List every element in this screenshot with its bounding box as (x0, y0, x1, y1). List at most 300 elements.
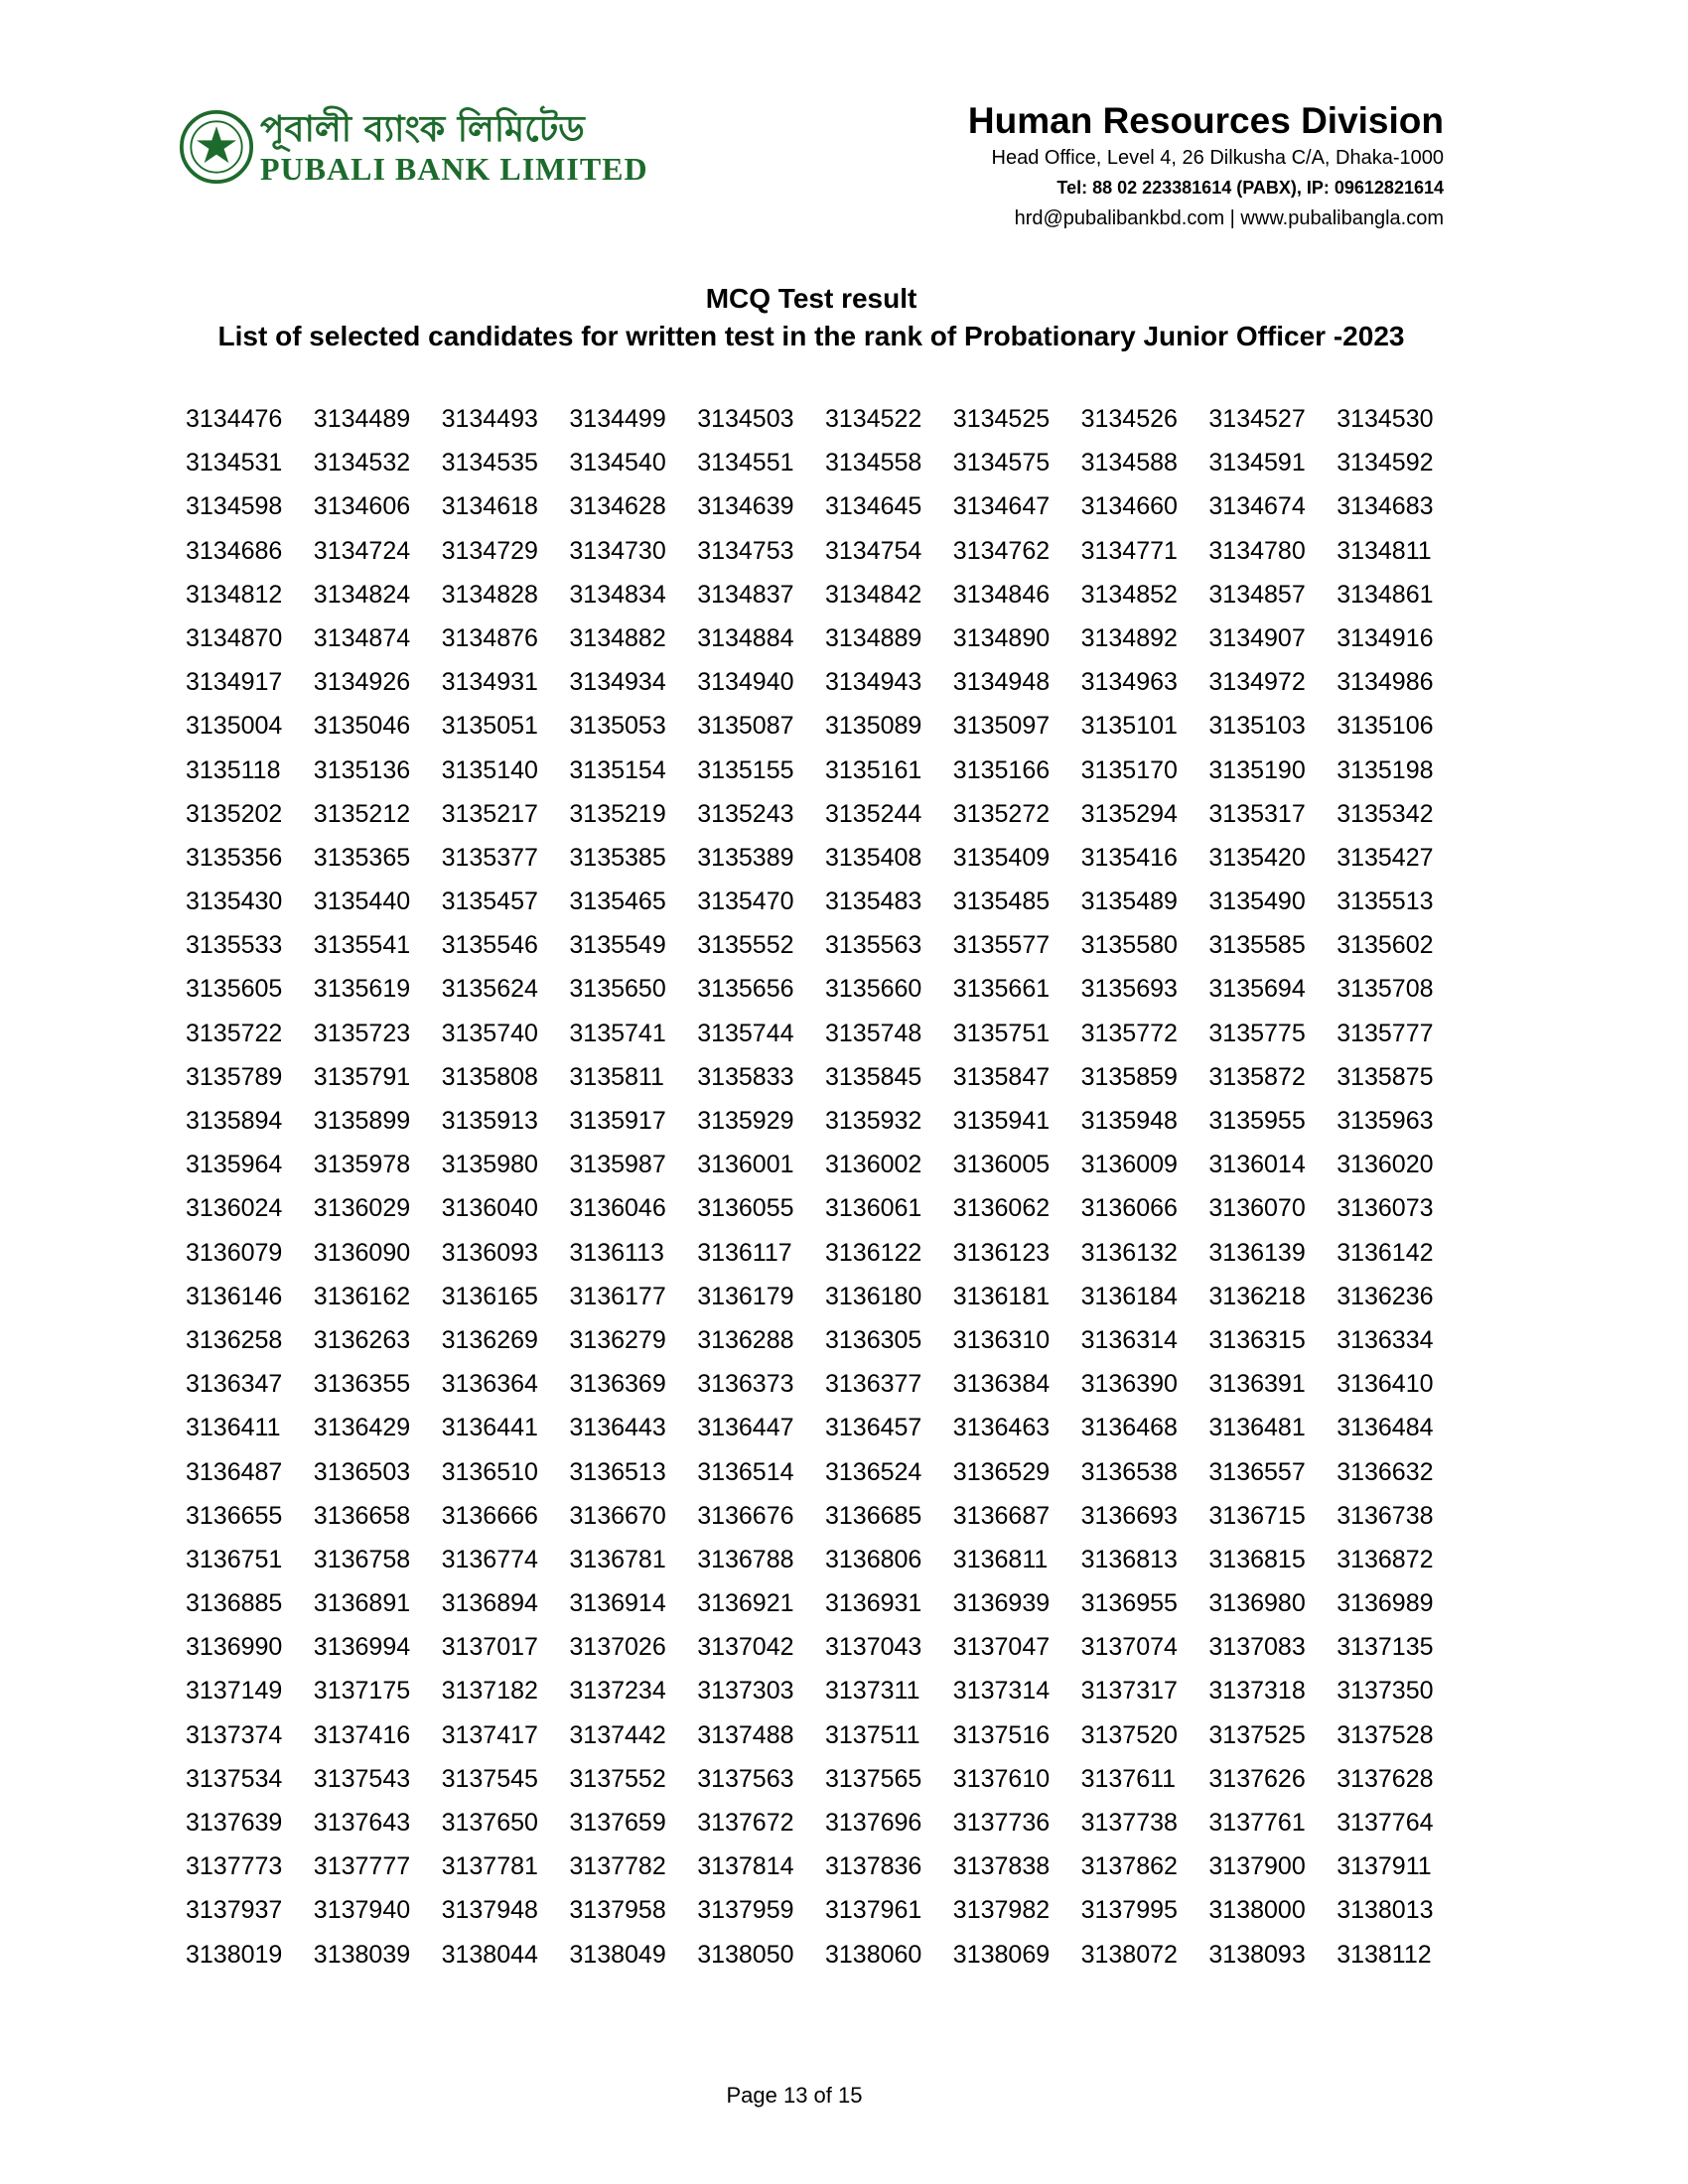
roll-number-cell: 3135155 (697, 755, 794, 784)
roll-number-cell: 3134753 (697, 536, 794, 565)
roll-number-cell: 3138060 (825, 1940, 922, 1969)
roll-number-cell: 3137417 (441, 1720, 538, 1749)
roll-number-cell: 3137911 (1336, 1852, 1432, 1881)
roll-number-cell: 3135365 (313, 843, 411, 872)
roll-number-cell: 3136788 (697, 1545, 794, 1573)
roll-number-cell: 3137777 (313, 1852, 411, 1881)
roll-number-cell: 3136314 (1080, 1325, 1178, 1354)
roll-number-cell: 3135740 (441, 1019, 538, 1047)
roll-number-cell: 3136955 (1080, 1589, 1178, 1618)
roll-number-cell: 3137782 (569, 1852, 666, 1881)
roll-number-cell: 3137311 (825, 1677, 920, 1706)
roll-number-cell: 3138019 (186, 1940, 283, 1969)
roll-number-cell: 3134948 (952, 668, 1051, 697)
roll-number-cell: 3137525 (1208, 1720, 1306, 1749)
roll-number-cell: 3135751 (952, 1019, 1051, 1047)
roll-number-cell: 3135465 (569, 887, 666, 916)
roll-number-cell: 3136079 (186, 1238, 283, 1267)
roll-number-cell: 3135294 (1080, 799, 1178, 828)
roll-number-cell: 3135748 (825, 1019, 922, 1047)
roll-number-cell: 3137838 (952, 1852, 1051, 1881)
roll-number-cell: 3134639 (697, 492, 794, 521)
telephone-line: Tel: 88 02 223381614 (PABX), IP: 09612821614 (1056, 178, 1444, 198)
roll-number-cell: 3136774 (441, 1545, 538, 1573)
roll-number-cell: 3135660 (825, 975, 922, 1004)
roll-number-cell: 3137516 (952, 1720, 1051, 1749)
roll-number-cell: 3134503 (697, 405, 794, 433)
roll-number-cell: 3135894 (186, 1107, 283, 1135)
roll-number-cell: 3135577 (952, 931, 1051, 960)
roll-number-cell: 3135899 (313, 1107, 411, 1135)
roll-number-cell: 3135513 (1336, 887, 1434, 916)
roll-number-cell: 3135772 (1080, 1019, 1178, 1047)
roll-number-cell: 3134476 (186, 405, 283, 433)
roll-number-cell: 3135789 (186, 1062, 283, 1091)
roll-number-cell: 3137303 (697, 1677, 794, 1706)
roll-number-cell: 3135097 (952, 712, 1051, 741)
roll-number-cell: 3134674 (1208, 492, 1306, 521)
roll-number-cell: 3136005 (952, 1151, 1051, 1179)
roll-number-cell: 3137442 (569, 1720, 666, 1749)
roll-number-cell: 3135948 (1080, 1107, 1178, 1135)
roll-number-cell: 3136457 (825, 1414, 922, 1442)
roll-number-cell: 3134754 (825, 536, 922, 565)
roll-number-cell: 3136334 (1336, 1325, 1434, 1354)
roll-number-cell: 3134532 (313, 449, 411, 478)
roll-number-cell: 3134588 (1080, 449, 1178, 478)
roll-number-cell: 3135563 (825, 931, 922, 960)
roll-number-cell: 3134591 (1208, 449, 1306, 478)
roll-number-cell: 3135929 (697, 1107, 794, 1135)
roll-number-cell: 3136655 (186, 1501, 283, 1530)
roll-number-cell: 3136165 (441, 1282, 538, 1310)
roll-number-cell: 3134842 (825, 580, 922, 609)
pubali-bank-seal-icon (179, 109, 254, 185)
roll-number-cell: 3137672 (697, 1809, 794, 1837)
roll-number-cell: 3136236 (1336, 1282, 1434, 1310)
roll-number-cell: 3135420 (1208, 843, 1306, 872)
roll-number-cell: 3136146 (186, 1282, 283, 1310)
roll-number-cell: 3137043 (825, 1633, 922, 1662)
roll-number-cell: 3134926 (313, 668, 411, 697)
roll-number-cell: 3135170 (1080, 755, 1178, 784)
roll-number-cell: 3135140 (441, 755, 538, 784)
roll-number-cell: 3137317 (1080, 1677, 1178, 1706)
roll-number-cell: 3137520 (1080, 1720, 1178, 1749)
roll-number-cell: 3135430 (186, 887, 283, 916)
roll-number-cell: 3136811 (952, 1545, 1049, 1573)
roll-number-cell: 3137738 (1080, 1809, 1178, 1837)
roll-number-cell: 3136687 (952, 1501, 1051, 1530)
roll-number-cell: 3135416 (1080, 843, 1178, 872)
roll-number-cell: 3136885 (186, 1589, 283, 1618)
roll-number-cell: 3134527 (1208, 405, 1306, 433)
roll-number-cell: 3138039 (313, 1940, 411, 1969)
roll-number-cell: 3136142 (1336, 1238, 1434, 1267)
roll-number-cell: 3135661 (952, 975, 1051, 1004)
roll-number-cell: 3137318 (1208, 1677, 1306, 1706)
roll-number-cell: 3134730 (569, 536, 666, 565)
roll-number-cell: 3134892 (1080, 623, 1178, 652)
roll-number-cell: 3136666 (441, 1501, 538, 1530)
roll-number-cell: 3136113 (569, 1238, 664, 1267)
roll-number-cell: 3136676 (697, 1501, 794, 1530)
roll-number-cell: 3136347 (186, 1370, 283, 1399)
roll-number-cell: 3137017 (441, 1633, 538, 1662)
roll-number-cell: 3137937 (186, 1896, 283, 1925)
roll-number-cell: 3134526 (1080, 405, 1178, 433)
roll-number-cell: 3137659 (569, 1809, 666, 1837)
roll-number-cell: 3136481 (1208, 1414, 1306, 1442)
roll-number-cell: 3134876 (441, 623, 538, 652)
roll-number-cell: 3136715 (1208, 1501, 1306, 1530)
roll-number-cell: 3135118 (186, 755, 281, 784)
roll-number-cell: 3134780 (1208, 536, 1306, 565)
roll-number-cell: 3136373 (697, 1370, 794, 1399)
roll-number-cell: 3136441 (441, 1414, 538, 1442)
roll-number-cell: 3135777 (1336, 1019, 1434, 1047)
roll-number-cell: 3135483 (825, 887, 922, 916)
roll-number-cell: 3134645 (825, 492, 922, 521)
roll-number-cell: 3135106 (1336, 712, 1434, 741)
roll-number-cell: 3137626 (1208, 1764, 1306, 1793)
roll-number-cell: 3135955 (1208, 1107, 1306, 1135)
roll-number-cell: 3134575 (952, 449, 1051, 478)
roll-number-cell: 3135356 (186, 843, 283, 872)
roll-number-cell: 3136738 (1336, 1501, 1434, 1530)
roll-number-cell: 3138044 (441, 1940, 538, 1969)
roll-number-cell: 3135541 (313, 931, 411, 960)
roll-number-cell: 3134934 (569, 668, 666, 697)
roll-number-cell: 3135693 (1080, 975, 1178, 1004)
roll-number-cell: 3136181 (952, 1282, 1051, 1310)
roll-number-cell: 3137374 (186, 1720, 283, 1749)
roll-number-cell: 3137982 (952, 1896, 1051, 1925)
roll-number-cell: 3134837 (697, 580, 794, 609)
roll-number-cell: 3135533 (186, 931, 283, 960)
roll-number-cell: 3136002 (825, 1151, 922, 1179)
roll-number-cell: 3134683 (1336, 492, 1434, 521)
roll-number-cell: 3135847 (952, 1062, 1051, 1091)
roll-number-cell: 3137696 (825, 1809, 922, 1837)
roll-number-cell: 3136066 (1080, 1194, 1178, 1223)
roll-number-cell: 3135051 (441, 712, 538, 741)
roll-number-cell: 3135212 (313, 799, 411, 828)
roll-number-cell: 3136524 (825, 1457, 922, 1486)
roll-number-cell: 3134874 (313, 623, 411, 652)
roll-number-cell: 3138013 (1336, 1896, 1434, 1925)
roll-number-cell: 3136288 (697, 1325, 794, 1354)
roll-number-cell: 3137528 (1336, 1720, 1434, 1749)
roll-number-cell: 3137552 (569, 1764, 666, 1793)
roll-number-cell: 3136384 (952, 1370, 1051, 1399)
roll-number-cell: 3137836 (825, 1852, 922, 1881)
roll-number-cell: 3138050 (697, 1940, 794, 1969)
roll-number-cell: 3134986 (1336, 668, 1434, 697)
roll-number-cell: 3135161 (825, 755, 922, 784)
roll-number-cell: 3135585 (1208, 931, 1306, 960)
roll-number-cell: 3135580 (1080, 931, 1178, 960)
roll-number-cell: 3135744 (697, 1019, 794, 1047)
roll-number-cell: 3135741 (569, 1019, 666, 1047)
roll-number-cell: 3135427 (1336, 843, 1434, 872)
roll-number-cell: 3135624 (441, 975, 538, 1004)
roll-number-cell: 3137563 (697, 1764, 794, 1793)
roll-number-cell: 3135549 (569, 931, 666, 960)
roll-number-cell: 3134861 (1336, 580, 1434, 609)
roll-number-cell: 3134940 (697, 668, 794, 697)
roll-number-cell: 3136484 (1336, 1414, 1434, 1442)
roll-number-cell: 3136813 (1080, 1545, 1178, 1573)
roll-number-cell: 3138093 (1208, 1940, 1306, 1969)
roll-number-cell: 3135980 (441, 1151, 538, 1179)
document-titles (0, 280, 1622, 355)
roll-number-cell: 3136055 (697, 1194, 794, 1223)
roll-number-cell: 3137610 (952, 1764, 1051, 1793)
roll-number-cell: 3136009 (1080, 1151, 1178, 1179)
roll-number-cell: 3136001 (697, 1151, 794, 1179)
roll-number-cell: 3138000 (1208, 1896, 1306, 1925)
roll-number-cell: 3137761 (1208, 1809, 1306, 1837)
roll-number-cell: 3135385 (569, 843, 666, 872)
roll-number-cell: 3136990 (186, 1633, 283, 1662)
roll-number-cell: 3136180 (825, 1282, 922, 1310)
roll-number-cell: 3136658 (313, 1501, 411, 1530)
roll-number-cell: 3135377 (441, 843, 538, 872)
roll-number-cell: 3134857 (1208, 580, 1306, 609)
roll-number-cell: 3135546 (441, 931, 538, 960)
roll-number-cell: 3136218 (1208, 1282, 1306, 1310)
roll-number-cell: 3137565 (825, 1764, 922, 1793)
roll-number-cell: 3134660 (1080, 492, 1178, 521)
roll-number-cell: 3136410 (1336, 1370, 1434, 1399)
roll-number-cell: 3136390 (1080, 1370, 1178, 1399)
roll-number-cell: 3136355 (313, 1370, 411, 1399)
roll-number-cell: 3136024 (186, 1194, 283, 1223)
roll-number-cell: 3135408 (825, 843, 922, 872)
division-header (968, 99, 1444, 234)
roll-number-cell: 3135217 (441, 799, 538, 828)
roll-number-cell: 3134499 (569, 405, 666, 433)
roll-number-cell: 3136443 (569, 1414, 666, 1442)
roll-number-cell: 3134917 (186, 668, 283, 697)
roll-number-cell: 3135656 (697, 975, 794, 1004)
roll-number-cell: 3136781 (569, 1545, 666, 1573)
roll-number-cell: 3136685 (825, 1501, 922, 1530)
roll-number-cell: 3137175 (313, 1677, 411, 1706)
roll-number-cell: 3135605 (186, 975, 283, 1004)
roll-number-cell: 3137958 (569, 1896, 666, 1925)
roll-number-cell: 3135485 (952, 887, 1051, 916)
roll-number-cell: 3135101 (1080, 712, 1178, 741)
roll-number-cell: 3137900 (1208, 1852, 1306, 1881)
roll-number-cell: 3135694 (1208, 975, 1306, 1004)
roll-number-cell: 3135190 (1208, 755, 1306, 784)
roll-number-cell: 3134907 (1208, 623, 1306, 652)
roll-number-cell: 3137543 (313, 1764, 411, 1793)
roll-number-cell: 3136632 (1336, 1457, 1434, 1486)
roll-number-cell: 3136939 (952, 1589, 1051, 1618)
roll-number-cell: 3134846 (952, 580, 1051, 609)
roll-number-cell: 3134598 (186, 492, 283, 521)
roll-number-cell: 3134729 (441, 536, 538, 565)
roll-number-cell: 3136429 (313, 1414, 411, 1442)
roll-number-cell: 3137862 (1080, 1852, 1178, 1881)
roll-number-cell: 3135723 (313, 1019, 411, 1047)
roll-number-cell: 3136463 (952, 1414, 1051, 1442)
list-title: List of selected candidates for written test in the rank of Probationary Junior Officer -2023 (217, 321, 1405, 351)
roll-number-cell: 3135552 (697, 931, 794, 960)
roll-number-cell: 3135004 (186, 712, 283, 741)
roll-number-cell: 3134540 (569, 449, 666, 478)
roll-number-cell: 3135219 (569, 799, 666, 828)
roll-number-cell: 3137511 (825, 1720, 920, 1749)
roll-number-cell: 3137534 (186, 1764, 283, 1793)
office-address: Head Office, Level 4, 26 Dilkusha C/A, Dhaka-1000 (991, 147, 1444, 169)
roll-number-cell: 3135046 (313, 712, 411, 741)
roll-number-cell: 3134771 (1080, 536, 1178, 565)
roll-number-cell: 3137416 (313, 1720, 411, 1749)
roll-number-cell: 3135913 (441, 1107, 538, 1135)
roll-number-cell: 3137314 (952, 1677, 1051, 1706)
page-number: Page 13 of 15 (726, 2083, 863, 2108)
roll-number-cell: 3135619 (313, 975, 411, 1004)
roll-number-cell: 3134592 (1336, 449, 1434, 478)
roll-number-cell: 3136806 (825, 1545, 922, 1573)
roll-number-cell: 3136029 (313, 1194, 411, 1223)
roll-number-cell: 3137074 (1080, 1633, 1178, 1662)
roll-number-cell: 3137545 (441, 1764, 538, 1793)
roll-number-cell: 3134628 (569, 492, 666, 521)
roll-number-cell: 3135708 (1336, 975, 1434, 1004)
roll-number-cell: 3138072 (1080, 1940, 1178, 1969)
roll-number-cell: 3136090 (313, 1238, 411, 1267)
roll-number-cell: 3134618 (441, 492, 538, 521)
roll-number-cell: 3136921 (697, 1589, 794, 1618)
roll-number-cell: 3137042 (697, 1633, 794, 1662)
roll-number-cell: 3135490 (1208, 887, 1306, 916)
roll-number-cell: 3135244 (825, 799, 922, 828)
roll-number-cell: 3136179 (697, 1282, 794, 1310)
roll-number-cell: 3136177 (569, 1282, 666, 1310)
roll-number-cell: 3136529 (952, 1457, 1051, 1486)
roll-number-cell: 3134489 (313, 405, 411, 433)
result-title: MCQ Test result (705, 283, 917, 314)
roll-number-cell: 3136557 (1208, 1457, 1306, 1486)
roll-number-cell: 3135775 (1208, 1019, 1306, 1047)
roll-number-cell: 3137736 (952, 1809, 1051, 1837)
roll-number-cell: 3134530 (1336, 405, 1434, 433)
roll-number-cell: 3136073 (1336, 1194, 1434, 1223)
roll-number-cell: 3134834 (569, 580, 666, 609)
roll-number-cell: 3137135 (1336, 1633, 1434, 1662)
roll-number-cell: 3137611 (1080, 1764, 1177, 1793)
roll-number-cell: 3134535 (441, 449, 538, 478)
roll-number-cell: 3137781 (441, 1852, 538, 1881)
roll-number-cell: 3137350 (1336, 1677, 1434, 1706)
roll-number-cell: 3136510 (441, 1457, 538, 1486)
roll-number-cell: 3138069 (952, 1940, 1051, 1969)
roll-number-cell: 3135342 (1336, 799, 1434, 828)
roll-number-cell: 3135872 (1208, 1062, 1306, 1091)
roll-number-cell: 3137628 (1336, 1764, 1434, 1793)
roll-number-cell: 3138112 (1336, 1940, 1432, 1969)
roll-number-cell: 3136258 (186, 1325, 283, 1354)
roll-number-cell: 3136815 (1208, 1545, 1306, 1573)
roll-number-cell: 3134606 (313, 492, 411, 521)
roll-number-cell: 3135317 (1208, 799, 1306, 828)
roll-number-cell: 3137643 (313, 1809, 411, 1837)
roll-number-cell: 3134943 (825, 668, 922, 697)
roll-number-cell: 3137047 (952, 1633, 1051, 1662)
roll-number-cell: 3136891 (313, 1589, 411, 1618)
roll-number-cell: 3136447 (697, 1414, 794, 1442)
roll-number-cell: 3136391 (1208, 1370, 1306, 1399)
roll-number-cell: 3136305 (825, 1325, 922, 1354)
roll-number-cell: 3137650 (441, 1809, 538, 1837)
roll-number-cell: 3135136 (313, 755, 411, 784)
roll-number-cell: 3135087 (697, 712, 794, 741)
roll-number-cell: 3136279 (569, 1325, 666, 1354)
roll-number-cell: 3134558 (825, 449, 922, 478)
roll-number-cell: 3136117 (697, 1238, 792, 1267)
roll-number-cell: 3134916 (1336, 623, 1434, 652)
roll-number-cell: 3135053 (569, 712, 666, 741)
roll-number-cell: 3136994 (313, 1633, 411, 1662)
roll-number-cell: 3134882 (569, 623, 666, 652)
roll-number-cell: 3134890 (952, 623, 1051, 652)
roll-number-cell: 3134828 (441, 580, 538, 609)
roll-number-cell: 3136014 (1208, 1151, 1306, 1179)
roll-number-cell: 3137940 (313, 1896, 411, 1925)
roll-number-cell: 3136061 (825, 1194, 922, 1223)
roll-number-cell: 3136184 (1080, 1282, 1178, 1310)
roll-number-cell: 3136872 (1336, 1545, 1434, 1573)
roll-number-cell: 3137959 (697, 1896, 794, 1925)
roll-number-cell: 3136062 (952, 1194, 1051, 1223)
bank-logo (179, 107, 648, 187)
roll-number-cell: 3137234 (569, 1677, 666, 1706)
roll-number-cell: 3135457 (441, 887, 538, 916)
roll-number-cell: 3134852 (1080, 580, 1178, 609)
roll-number-cell: 3134811 (1336, 536, 1432, 565)
roll-number-cell: 3135964 (186, 1151, 283, 1179)
roll-number-cell: 3134972 (1208, 668, 1306, 697)
roll-number-cell: 3135722 (186, 1019, 283, 1047)
roll-number-cell: 3136513 (569, 1457, 666, 1486)
roll-number-cell: 3136980 (1208, 1589, 1306, 1618)
roll-number-cell: 3135987 (569, 1151, 666, 1179)
roll-number-cell: 3137083 (1208, 1633, 1306, 1662)
roll-number-cell: 3137948 (441, 1896, 538, 1925)
roll-number-cell: 3134824 (313, 580, 411, 609)
roll-number-cell: 3137961 (825, 1896, 922, 1925)
roll-number-cell: 3135978 (313, 1151, 411, 1179)
roll-number-cell: 3134531 (186, 449, 283, 478)
roll-number-cell: 3137149 (186, 1677, 283, 1706)
roll-number-cell: 3135791 (313, 1062, 411, 1091)
roll-number-cell: 3137639 (186, 1809, 283, 1837)
roll-number-cell: 3136122 (825, 1238, 922, 1267)
roll-number-cell: 3134931 (441, 668, 538, 697)
roll-number-cell: 3135602 (1336, 931, 1434, 960)
roll-number-cell: 3135941 (952, 1107, 1051, 1135)
roll-number-cell: 3137182 (441, 1677, 538, 1706)
roll-number-cell: 3136093 (441, 1238, 538, 1267)
roll-number-cell: 3137488 (697, 1720, 794, 1749)
roll-number-cell: 3136263 (313, 1325, 411, 1354)
roll-number-cell: 3136162 (313, 1282, 411, 1310)
